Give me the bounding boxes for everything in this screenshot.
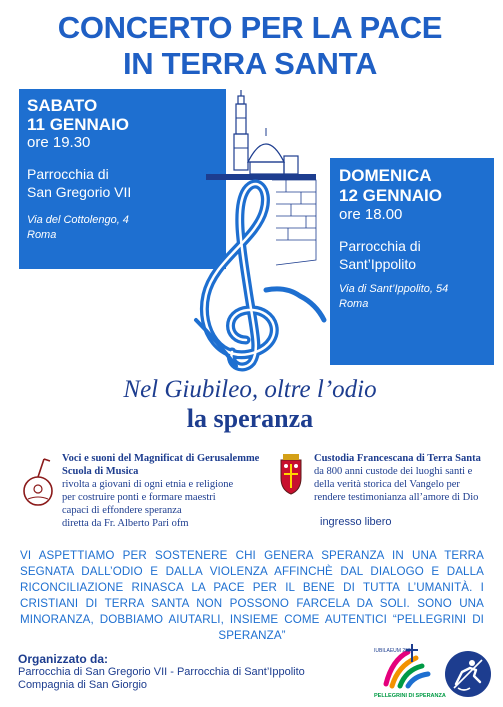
custodia-description <box>314 452 481 504</box>
organizers-footer <box>18 653 305 692</box>
event2-date: 12 GENNAIO <box>339 186 442 205</box>
appeal-text: VI ASPETTIAMO PER SOSTENERE CHI GENERA SPERANZA IN UNA TERRA SEGNATA DALL’ODIO E DALLA VIOLENZA AFFINCHÈ DAL DIALOGO E DALLA RICONCILIAZIONE RINASCA LA PACE PER IL BENE DI TUTTA L’UMANITÀ. I CRISTIANI DI TERRA SANTA NON POSSONO FARCELA DA SOLI. SONO UNA MINORANZA, DOBBIAMO AIUTARLI, INSIEME COME AUTENTICI “PELLEGRINI DI SPERANZA” <box>20 549 484 642</box>
event2-address-line1: Via di Sant’Ippolito, 54 <box>339 283 449 295</box>
event1-address-line2: Roma <box>27 229 57 241</box>
event2-day: DOMENICA <box>339 166 432 185</box>
event2-time: ore 18.00 <box>339 206 403 223</box>
event2-parish-line2: Sant’Ippolito <box>339 256 417 272</box>
event2-parish-line1: Parrocchia di <box>339 238 421 254</box>
organizers-heading: Organizzato da: <box>18 652 109 666</box>
magnificat-school: Scuola di Musica <box>62 466 139 477</box>
treble-clef-jerusalem-illustration <box>176 90 326 370</box>
tagline-line1: Nel Giubileo, oltre l’odio <box>123 376 377 403</box>
event1-day: SABATO <box>27 96 98 115</box>
magnificat-text-line5: capaci di effondere speranza <box>62 505 182 516</box>
entry-note: ingresso libero <box>320 516 392 528</box>
custodia-crest-logo <box>274 452 308 496</box>
oud-instrument-logo <box>20 455 56 507</box>
organizers-line2: Compagnia di San Giorgio <box>18 679 148 691</box>
event1-parish-line1: Parrocchia di <box>27 166 109 182</box>
tagline-line2: la speranza <box>186 404 314 433</box>
magnificat-text-line6: diretta da Fr. Alberto Pari ofm <box>62 518 189 529</box>
custodia-name: Custodia Francescana di Terra Santa <box>314 453 481 464</box>
jubilee-text: PELLEGRINI DI SPERANZA <box>374 693 446 699</box>
custodia-text-line4: rendere testimonianza all’amore di Dio <box>314 492 479 503</box>
poster-title-line2: IN TERRA SANTA <box>122 46 378 81</box>
magnificat-text-line3: rivolta a giovani di ogni etnia e religione <box>62 479 234 490</box>
event1-time: ore 19.30 <box>27 134 91 151</box>
event1-parish-line2: San Gregorio VII <box>27 184 132 200</box>
saint-george-logo <box>444 650 492 698</box>
event1-address-line1: Via del Cottolengo, 4 <box>27 214 129 226</box>
event-box-sunday <box>330 158 494 365</box>
event1-date: 11 GENNAIO <box>27 115 130 134</box>
magnificat-description <box>62 452 259 530</box>
custodia-text-line2: da 800 anni custode dei luoghi santi e <box>314 466 473 477</box>
jubilee-year: IUBILAEUM 2025 <box>374 648 414 654</box>
event2-address-line2: Roma <box>339 298 369 310</box>
poster-title-line1: CONCERTO PER LA PACE <box>57 10 443 45</box>
organizers-line1: Parrocchia di San Gregorio VII - Parrocchia di Sant’Ippolito <box>18 666 305 678</box>
custodia-text-line3: della verità storica del Vangelo per <box>314 479 460 490</box>
jubilee-2025-logo <box>372 640 446 700</box>
magnificat-text-line4: per costruire ponti e formare maestri <box>62 492 216 503</box>
magnificat-name: Voci e suoni del Magnificat di Gerusalemme <box>62 453 260 464</box>
